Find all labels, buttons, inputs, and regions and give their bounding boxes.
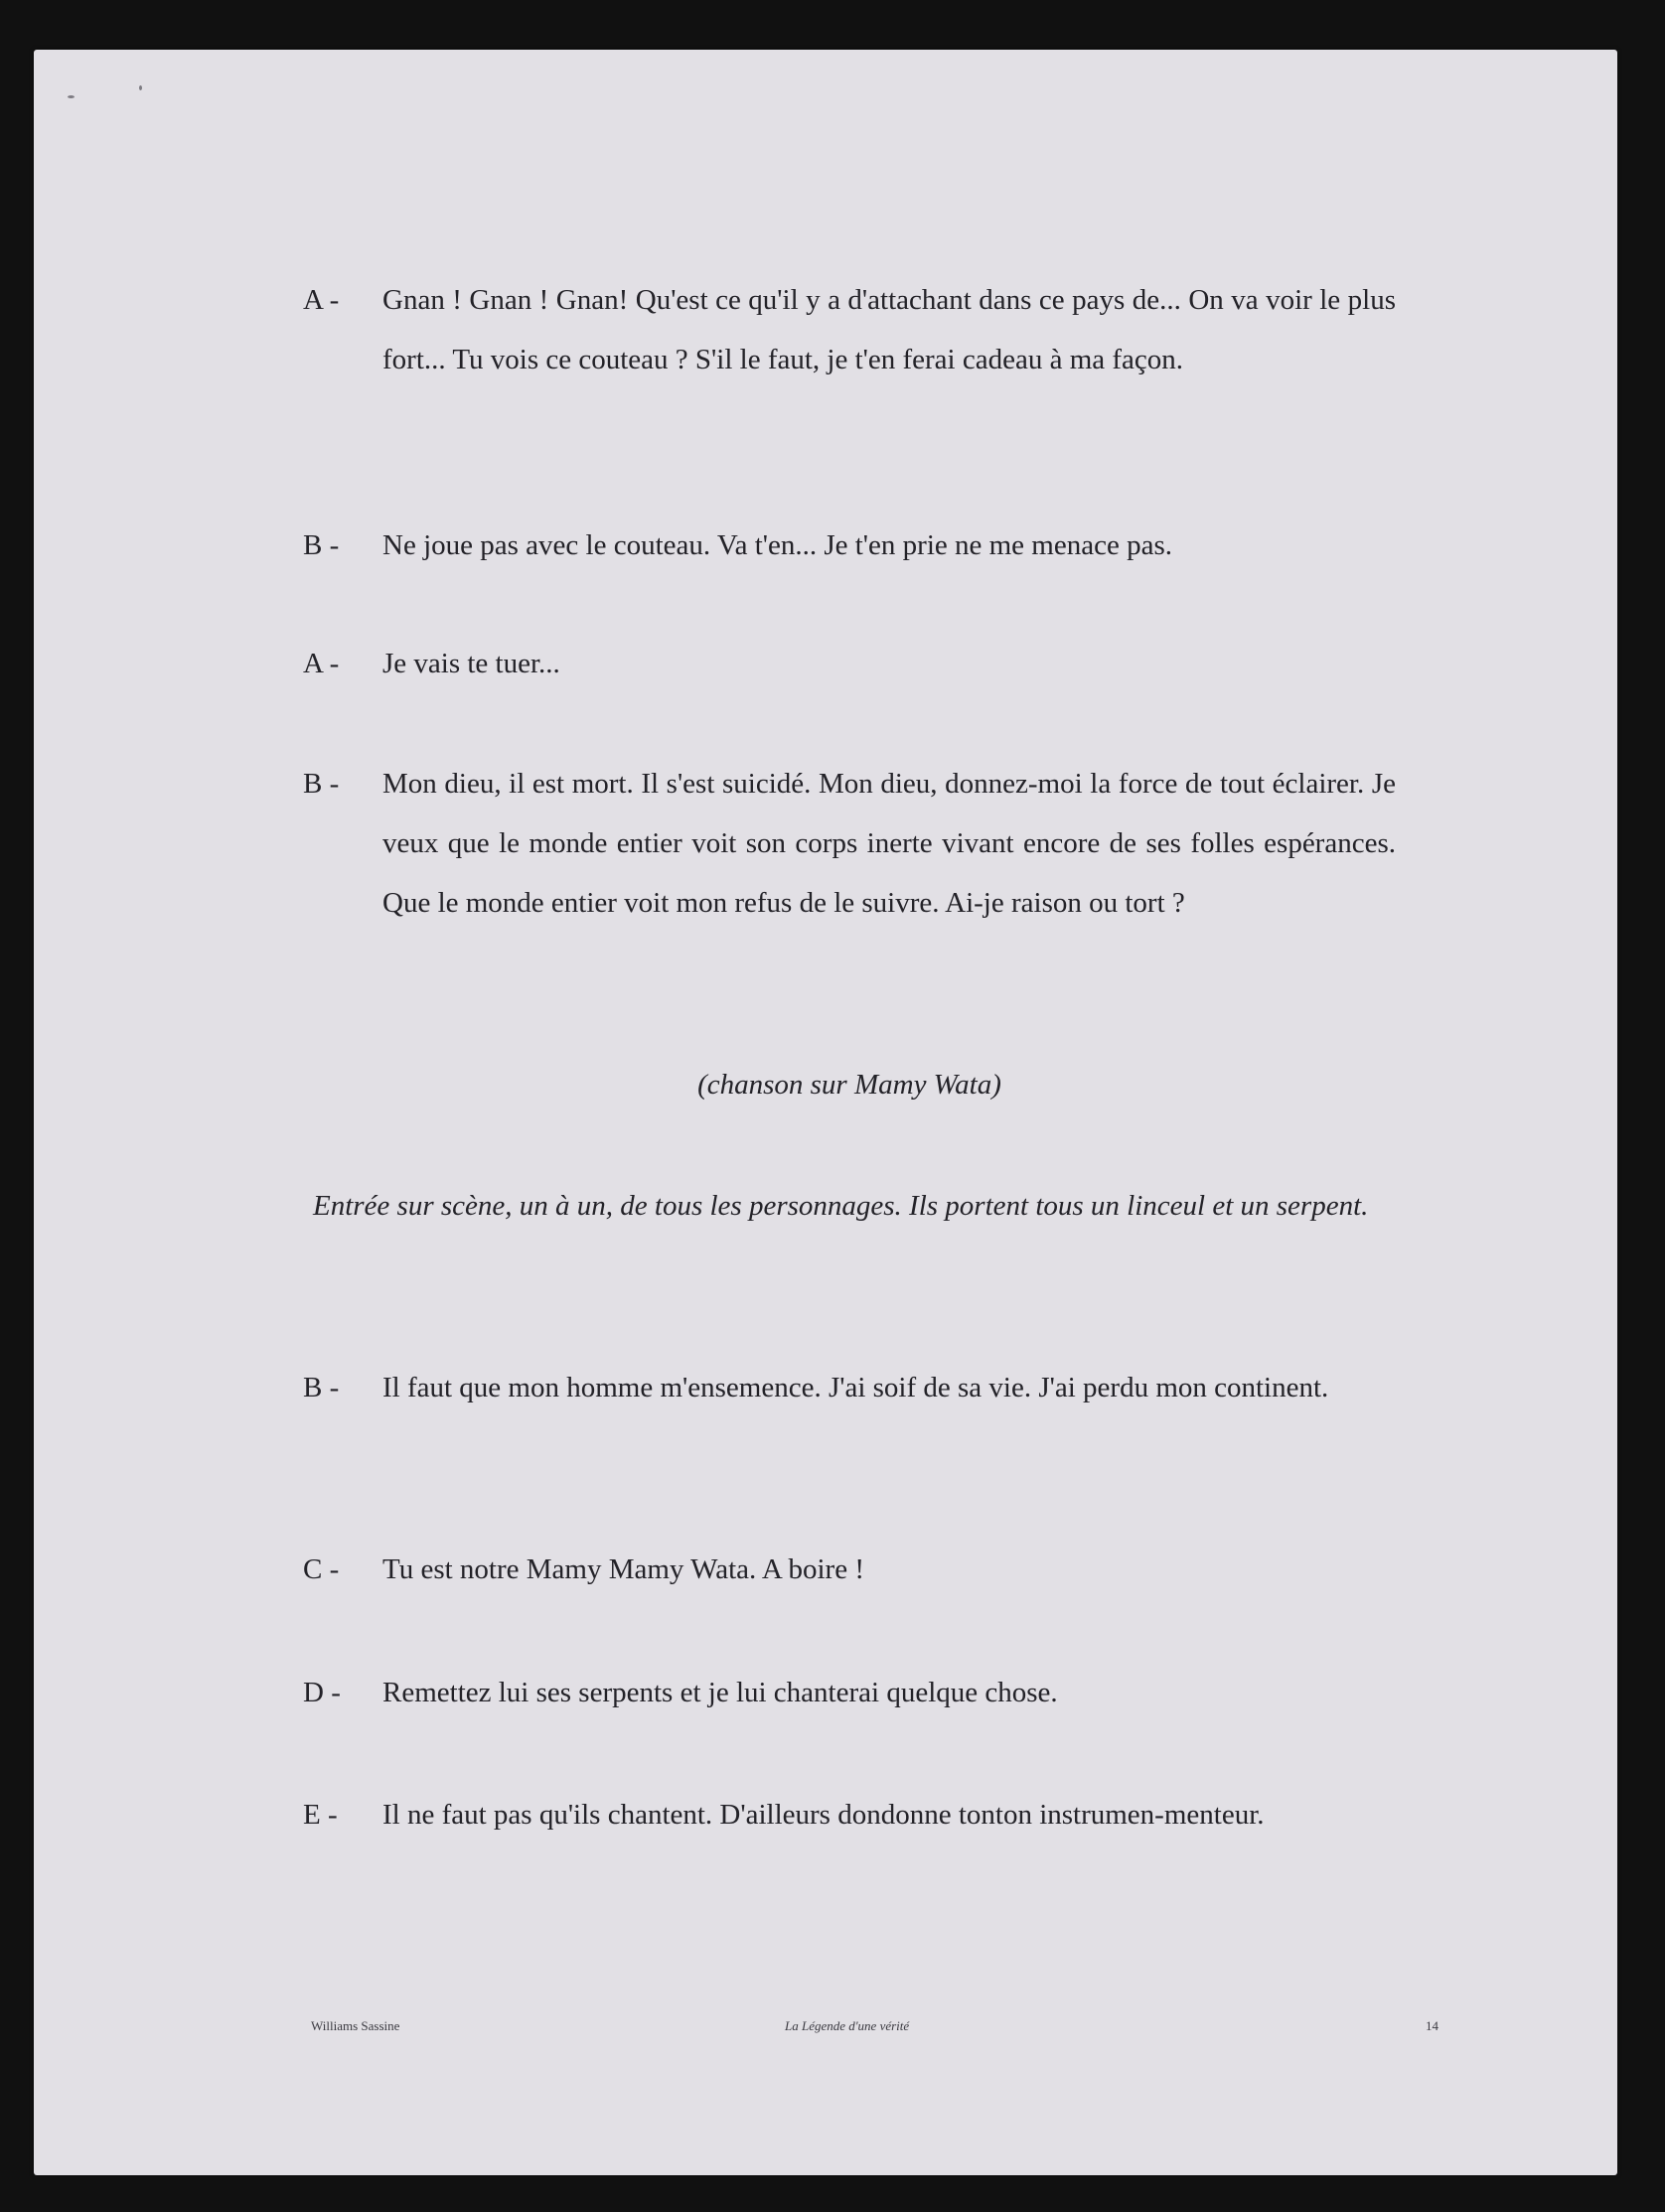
speaker-label: D - (303, 1677, 341, 1708)
speaker-label: B - (303, 1372, 340, 1403)
dialogue-line (303, 516, 1396, 575)
speaker-label: C - (303, 1553, 340, 1585)
dialogue-text: Ne joue pas avec le couteau. Va t'en... Je t'en prie ne me menace pas. (382, 529, 1172, 561)
dialogue-line (303, 1358, 1396, 1417)
page-number: 14 (1426, 2018, 1438, 2033)
dialogue-line (303, 1540, 1396, 1599)
footer-title: La Légende d'une vérité (785, 2018, 910, 2033)
speaker-label: B - (303, 768, 340, 800)
dialogue-text: Il ne faut pas qu'ils chantent. D'ailleurs dondonne tonton instrumen-menteur. (382, 1799, 1265, 1831)
footer-author: Williams Sassine (311, 2018, 400, 2033)
speaker-label: A - (303, 284, 340, 316)
dialogue-line (303, 270, 1396, 389)
stage-direction-entrance: Entrée sur scène, un à un, de tous les personnages. Ils portent tous un linceul et un serpent. (313, 1190, 1369, 1222)
dialogue-line (303, 634, 1396, 693)
speaker-label: A - (303, 648, 340, 679)
paper-speck (139, 85, 142, 90)
dialogue-text: Il faut que mon homme m'ensemence. J'ai soif de sa vie. J'ai perdu mon continent. (382, 1372, 1329, 1403)
dialogue-text: Remettez lui ses serpents et je lui chanterai quelque chose. (382, 1677, 1058, 1708)
dialogue-line (303, 1785, 1396, 1844)
speaker-label: B - (303, 529, 340, 561)
paper-speck (68, 95, 75, 98)
speaker-label: E - (303, 1799, 338, 1831)
dialogue-text: Mon dieu, il est mort. Il s'est suicidé. Mon dieu, donnez-moi la force de tout éclairer. Je veux que le monde entier voit son corps inerte vivant encore de ses folles espérances. Que le monde entier voit mon refus de le suivre. Ai-je raison ou tort ? (382, 768, 1396, 919)
dialogue-text: Gnan ! Gnan ! Gnan! Qu'est ce qu'il y a d'attachant dans ce pays de... On va voir le plus fort... Tu vois ce couteau ? S'il le faut, je t'en ferai cadeau à ma façon. (382, 284, 1396, 375)
dialogue-line (303, 1663, 1396, 1722)
dialogue-text: Tu est notre Mamy Mamy Wata. A boire ! (382, 1553, 864, 1585)
dialogue-line (303, 754, 1396, 933)
dialogue-text: Je vais te tuer... (382, 648, 560, 679)
stage-direction-song: (chanson sur Mamy Wata) (697, 1069, 1001, 1101)
